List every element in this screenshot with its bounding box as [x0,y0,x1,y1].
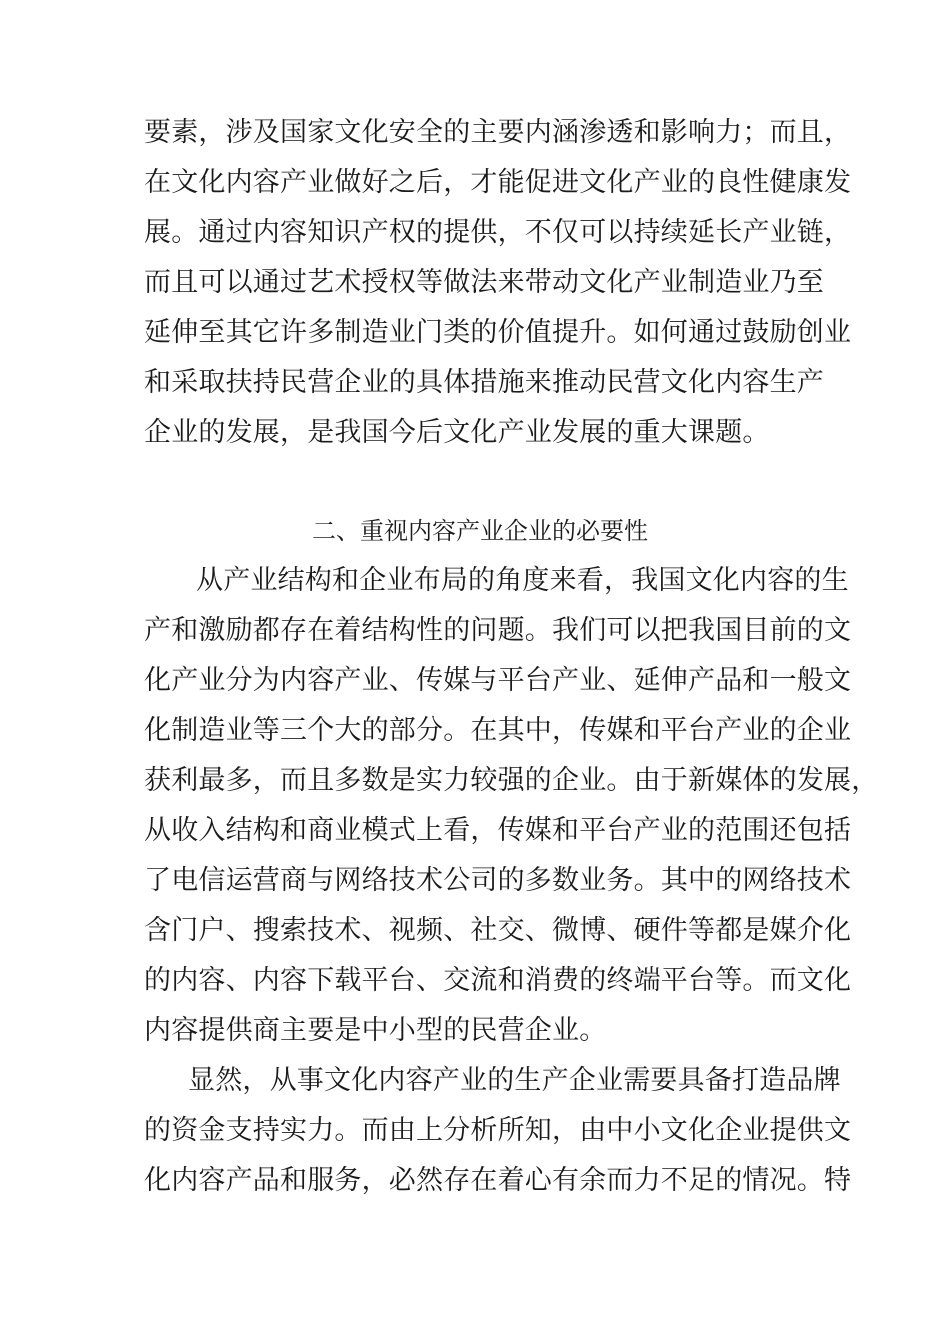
paragraph-3-line-1: 显然，从事文化内容产业的生产企业需要具备打造品牌 [188,1065,841,1096]
paragraph-1-line-2: 在文化内容产业做好之后，才能促进文化产业的良性健康发 [144,167,852,198]
paragraph-2-line-8: 含门户、搜索技术、视频、社交、微博、硬件等都是媒介化 [144,915,852,946]
paragraph-1-line-6: 和采取扶持民营企业的具体措施来推动民营文化内容生产 [144,367,824,398]
paragraph-1-line-1: 要素，涉及国家文化安全的主要内涵渗透和影响力；而且， [144,117,852,148]
paragraph-2-line-10: 内容提供商主要是中小型的民营企业。 [144,1015,607,1046]
paragraph-2-line-7: 了电信运营商与网络技术公司的多数业务。其中的网络技术 [144,865,852,896]
section-heading: 二、重视内容产业企业的必要性 [312,517,648,545]
paragraph-2-line-4: 化制造业等三个大的部分。在其中，传媒和平台产业的企业 [144,715,852,746]
paragraph-1-line-7: 企业的发展，是我国今后文化产业发展的重大课题。 [144,417,770,448]
paragraph-2-line-5: 获利最多，而且多数是实力较强的企业。由于新媒体的发展， [144,765,879,796]
paragraph-2-line-3: 化产业分为内容产业、传媒与平台产业、延伸产品和一般文 [144,665,852,696]
paragraph-2-line-1: 从产业结构和企业布局的角度来看，我国文化内容的生 [196,565,849,596]
paragraph-3-line-3: 化内容产品和服务，必然存在着心有余而力不足的情况。特 [144,1165,852,1196]
paragraph-2-line-9: 的内容、内容下载平台、交流和消费的终端平台等。而文化 [144,965,852,996]
paragraph-1-line-5: 延伸至其它许多制造业门类的价值提升。如何通过鼓励创业 [144,317,852,348]
paragraph-2-line-6: 从收入结构和商业模式上看，传媒和平台产业的范围还包括 [144,815,852,846]
paragraph-2-line-2: 产和激励都存在着结构性的问题。我们可以把我国目前的文 [144,615,852,646]
paragraph-1-line-3: 展。通过内容知识产权的提供，不仅可以持续延长产业链， [144,217,852,248]
paragraph-3-line-2: 的资金支持实力。而由上分析所知，由中小文化企业提供文 [144,1115,852,1146]
paragraph-1-line-4: 而且可以通过艺术授权等做法来带动文化产业制造业乃至 [144,267,824,298]
